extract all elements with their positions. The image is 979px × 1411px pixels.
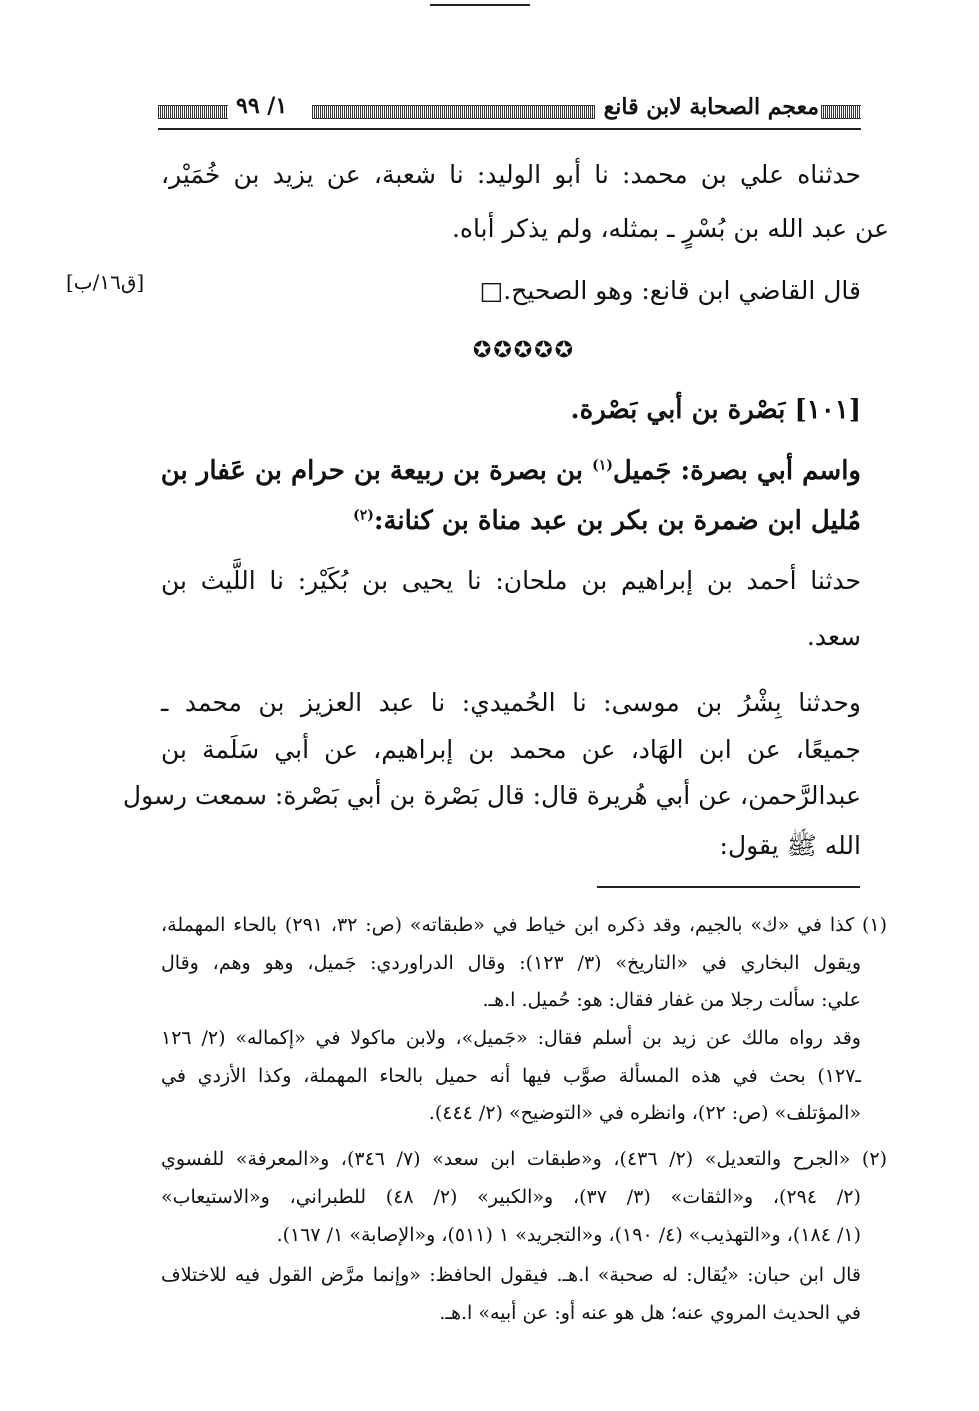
footnote-line: في الحديث المروي عنه؛ هل هو عنه أو: عن أبيه» ا.هـ.: [439, 1302, 861, 1324]
footnote-line: ـ١٢٧) بحث في هذه المسألة صوَّب فيها أنه حميل بالحاء المهملة، وكذا الأزدي في: [161, 1065, 861, 1087]
header-ornament-left: [158, 105, 228, 119]
isnad-line: سعد.: [806, 622, 861, 651]
footnote-line: وقد رواه مالك عن زيد بن أسلم فقال: «جَميل»، ولابن ماكولا في «إكماله» (٢/ ١٢٦: [161, 1027, 861, 1049]
name-line: [353, 506, 861, 536]
header-ornament-right: [821, 105, 861, 119]
intro-line: قال القاضي ابن قانع: وهو الصحيح.□: [479, 276, 861, 305]
isnad-line: الله ﷺ يقول:: [719, 831, 861, 860]
footnote-line: (١) كذا في «ك» بالجيم، وقد ذكره ابن خياط في «طبقاته» (ص: ٣٢، ٢٩١) بالحاء المهملة،: [161, 914, 888, 936]
entry-heading: [١٠١] بَصْرة بن أبي بَصْرة.: [570, 395, 861, 425]
isnad-line: جميعًا، عن ابن الهَاد، عن محمد بن إبراهيم، عن أبي سَلَمة بن: [161, 735, 861, 764]
footnote-line: قال ابن حبان: «يُقال: له صحبة» ا.هـ. فيقول الحافظ: «وإنما مرَّض القول فيه للاختلاف: [161, 1264, 861, 1286]
running-title: معجم الصحابة لابن قانع: [603, 94, 819, 120]
name-text: واسم أبي بصرة: جَميل: [612, 456, 861, 486]
footnote-line: علي: سألت رجلا من غفار فقال: هو: حُميل. ا.هـ.: [482, 989, 861, 1011]
header-ornament-middle: [312, 105, 595, 119]
name-line: [161, 456, 861, 486]
isnad-line: حدثنا أحمد بن إبراهيم بن ملحان: نا يحيى بن بُكَيْر: نا اللَّيث بن: [161, 566, 861, 595]
intro-line: عن عبد الله بن بُسْرٍ ـ بمثله، ولم يذكر أباه.: [451, 214, 889, 243]
name-text: بن بصرة بن ربيعة بن حرام بن عَفار بن: [160, 456, 593, 486]
isnad-line: وحدثنا بِشْرُ بن موسى: نا الحُميدي: نا عبد العزيز بن محمد ـ: [161, 688, 861, 717]
header-rule: [158, 128, 861, 130]
page-header: [158, 92, 861, 126]
footnote-ref: (١): [592, 457, 613, 474]
manuscript-folio-note: [ق١٦/ب]: [66, 270, 145, 294]
footnote-line: (٢) «الجرح والتعديل» (٢/ ٤٣٦)، و«طبقات ابن سعد» (٧/ ٣٤٦)، و«المعرفة» للفسوي: [161, 1148, 887, 1170]
page-number: ١/ ٩٩: [236, 93, 288, 119]
footnote-ref: (٢): [353, 507, 374, 524]
section-separator: ✪✪✪✪✪: [472, 338, 576, 363]
footnote-line: ويقول البخاري في «التاريخ» (٣/ ١٢٣): وقال الدراوردي: جَميل، وهو وهم، وقال: [161, 952, 862, 974]
intro-line: حدثناه علي بن محمد: نا أبو الوليد: نا شعبة، عن يزيد بن خُمَيْر،: [161, 160, 861, 189]
isnad-line: عبدالرَّحمن، عن أبي هُريرة قال: قال بَصْرة بن أبي بَصْرة: سمعت رسول: [122, 781, 861, 810]
footnote-line: (١/ ١٨٤)، و«التهذيب» (٤/ ١٩٠)، و«التجريد» ١ (٥١١)، و«الإصابة» ١/ ١٦٧).: [276, 1224, 861, 1246]
name-text: مُليل ابن ضمرة بن بكر بن عبد مناة بن كنانة:: [373, 506, 861, 536]
top-rule: [430, 4, 530, 6]
footnote-line: «المؤتلف» (ص: ٢٢)، وانظره في «التوضيح» (٢/ ٤٤٤).: [428, 1102, 861, 1124]
footnote-rule: [597, 886, 860, 888]
footnote-line: (٢/ ٢٩٤)، و«الثقات» (٣/ ٣٧)، و«الكبير» (٢/ ٤٨) للطبراني، و«الاستيعاب»: [161, 1186, 861, 1208]
